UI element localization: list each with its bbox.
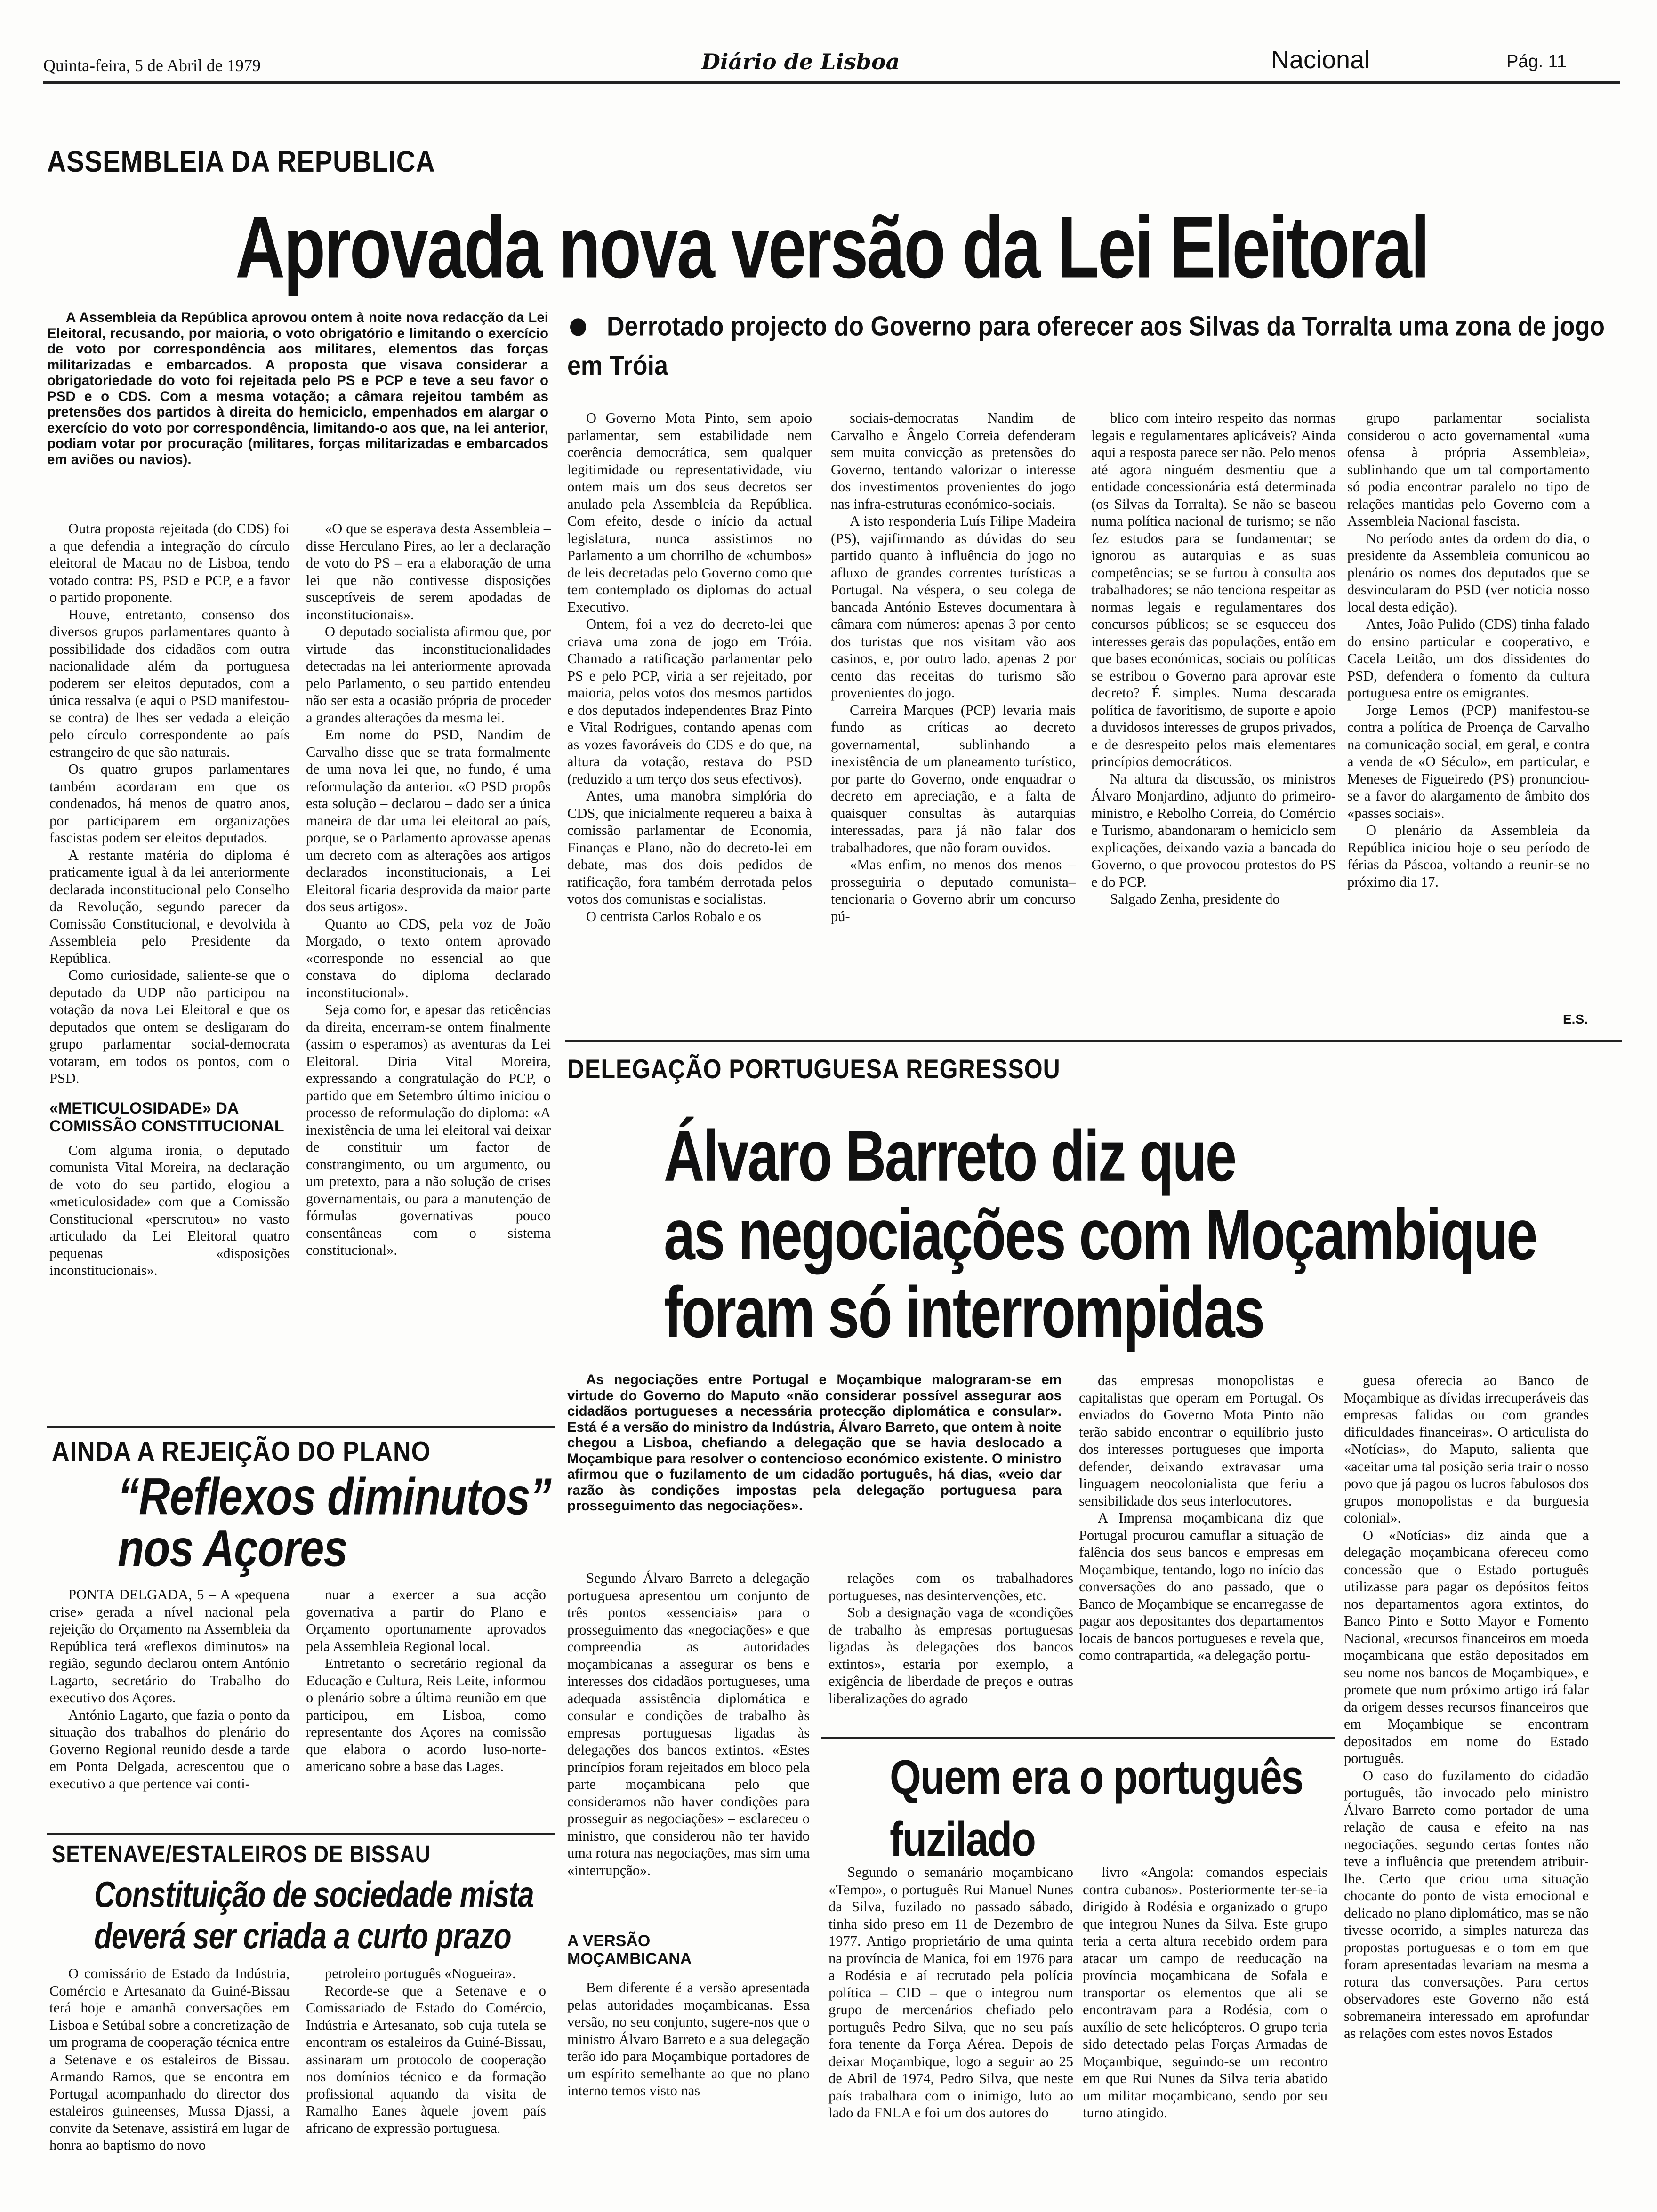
article3-column-right-2 — [1344, 1372, 1589, 2167]
article1-column-1 — [49, 520, 290, 1278]
paragraph: O «Notícias» diz ainda que a delegação moçambicana ofereceu como concessão que o Estado português utilizasse para pagar os depósitos feitos nos departamentos agora extintos, do Banco Pinto e Sotto Mayor e Fomento Nacional, «recursos financeiros em moeda moçambicana que estão depositados em seu nome nos bancos de Moçambique», e promete que num próximo artigo irá falar da origem desses recursos financeiros que em Moçambique se encontram depositados em nome do Estado português. — [1344, 1527, 1589, 1766]
paragraph: O deputado socialista afirmou que, por virtude das inconstitucionalidades detectadas na lei anteriormente aprovada pelo Parlamento, o seu partido entendeu não ser esta a ocasião própria de proceder a grandes alterações da mesma lei. — [306, 624, 551, 726]
article1-lead — [47, 310, 548, 467]
article3-column-a2 — [567, 1979, 810, 2167]
article2-column-3 — [1091, 409, 1336, 1031]
article1-subhead: «METICULOSIDADE» DA COMISSÃO CONSTITUCIONAL — [49, 1099, 284, 1135]
article5-column-1 — [49, 1586, 290, 1812]
article6-column-1 — [49, 1965, 290, 2167]
paragraph: Sob a designação vaga de «condições de trabalho às empresas portuguesas ligadas às delegações dos bancos extintos», estaria por exemplo, a exigência de liberdade de preços e outras liberalizações do agrado — [828, 1604, 1073, 1707]
paragraph: Como curiosidade, saliente-se que o deputado da UDP não participou na votação da nova Lei Eleitoral e que os deputados que ontem se desligaram do grupo parlamentar social-democrata votaram, em todos os pontos, com o PSD. — [49, 967, 290, 1086]
article2-column-4 — [1347, 409, 1590, 1012]
header-rule — [43, 81, 1620, 84]
paragraph: nuar a exercer a sua acção governativa a partir do Plano e Orçamento oportunamente aprovados pela Assembleia Regional local. — [306, 1587, 546, 1654]
article2-column-1 — [567, 409, 812, 1031]
article6-kicker: SETENAVE/ESTALEIROS DE BISSAU — [52, 1841, 431, 1868]
paragraph: Houve, entretanto, consenso dos diversos grupos parlamentares quanto à possibilidade dos cidadãos com outra nacionalidade além da portuguesa poderem ser eleitos deputados, com a única ressalva (e aqui o PSD manifestou-se contra) de lhes ser vedada a eleição pelo círculo correspondente ao país estrangeiro de que são naturais. — [49, 606, 290, 760]
paragraph: sociais-democratas Nandim de Carvalho e Ângelo Correia defenderam sem muita convicção as pretensões do Governo, tentando valorizar o interesse dos investimentos provenientes do jogo nas infra-estruturas económico-sociais. — [831, 410, 1076, 512]
paragraph: O caso do fuzilamento do cidadão português, tão invocado pelo ministro Álvaro Barreto como portador de uma relação de causa e efeito na nas negociações, segundo certas fontes não teve a influência que pretendem atribuir-lhe. Certo que criou uma situação chocante do ponto de vista emocional e delicado no plano diplomático, mas se não tivesse ocorrido, a simples natureza das propostas portuguesas e o tom em que foram apresentadas levariam na mesma a rotura das conversações. Para certos observadores este Governo não está sobremaneira interessado em aprofundar as relações com estes novos Estados — [1344, 1767, 1589, 2041]
article1-lead-text: A Assembleia da República aprovou ontem à noite nova redacção da Lei Eleitoral, recusando, por maioria, o voto obrigatório e limitando o exercício de voto por correspondência aos militares, elementos das forças militarizadas e embarcados. A proposta que visava considerar a obrigatoriedade do voto foi rejeitada pelo PS e PCP e teve a seu favor o PSD e o CDS. Com a mesma votação; a câmara rejeitou também as pretensões dos partidos à direita do hemiciclo, empenhados em alargar o exercício do voto por correspondência, limitando-o aos que, na lei anterior, podiam votar por procuração (militares, forças militarizadas e embarcados em aviões ou navios). — [47, 310, 548, 467]
paragraph: Antes, uma manobra simplória do CDS, que inicialmente requereu a baixa à comissão parlamentar de Economia, Finanças e Plano, não do decreto-lei em debate, mas dos dois pedidos de ratificação, fora também derrotada pelos votos dos comunistas e socialistas. — [567, 788, 812, 907]
paragraph: Segundo Álvaro Barreto a delegação portuguesa apresentou um conjunto de três pontos «essenciais» para o prosseguimento das «negociações» e que compreendia as autoridades moçambicanas a assegurar os bens e interesses dos cidadãos portugueses, uma adequada assistência diplomática e consular e condições de trabalho às empresas portuguesas ligadas às delegações dos bancos extintos. «Estes princípios foram rejeitados em bloco pela parte moçambicana pelo que consideramos não haver condições para prosseguir as negociações» – esclareceu o ministro, que considerou não ter havido uma rotura nas negociações, mas sim uma «interrupção». — [567, 1570, 810, 1878]
article3-headline-line-1: Álvaro Barreto diz que — [664, 1115, 1236, 1197]
article3-column-right-1 — [1079, 1372, 1324, 1739]
article5-kicker: AINDA A REJEIÇÃO DO PLANO — [52, 1436, 431, 1467]
article4-column-2 — [1083, 1864, 1327, 2165]
paragraph: O centrista Carlos Robalo e os — [586, 908, 761, 924]
article3-lead — [567, 1372, 1062, 1514]
section-name: Nacional — [1271, 46, 1370, 74]
article3-column-b — [828, 1570, 1073, 1720]
paragraph: No período antes da ordem do dia, o presidente da Assembleia comunicou ao plenário os nomes dos deputados que se desvincularam do PSD (ver noticia nosso local desta edição). — [1347, 530, 1590, 615]
article5-headline-line-2: nos Açores — [118, 1520, 347, 1578]
article3-column-a — [567, 1570, 810, 1923]
issue-date: Quinta-feira, 5 de Abril de 1979 — [43, 56, 261, 75]
paragraph: Antes, João Pulido (CDS) tinha falado do ensino particular e cooperativo, e Cacela Leitão, um dos dissidentes do PSD, defendera o fomento da cultura portuguesa entre os emigrantes. — [1347, 616, 1590, 701]
article1-headline: Aprovada nova versão da Lei Eleitoral — [235, 198, 1429, 297]
paragraph: Bem diferente é a versão apresentada pelas autoridades moçambicanas. Essa versão, no seu conjunto, sugere-nos que o ministro Álvaro Barreto e a sua delegação terão ido para Moçambique portadores de um espírito semelhante ao que no plano interno temos visto nas — [567, 1980, 810, 2099]
paragraph: Ontem, foi a vez do decreto-lei que criava uma zona de jogo em Tróia. Chamado a ratificação parlamentar pelo PS e pelo PCP, viria a ser rejeitado, por maioria, pelos votos dos mesmos partidos e dos deputados independentes Braz Pinto e Vital Rodrigues, contando apenas com as vozes favoráveis do CDS e do que, na altura da votação, restava do PSD (reduzido a um terço dos seus efectivos). — [567, 616, 812, 787]
article6-headline-line-2: deverá ser criada a curto prazo — [94, 1916, 511, 1957]
article4-column-1 — [828, 1864, 1073, 2165]
paragraph: Recorde-se que a Setenave e o Comissariado de Estado do Comércio, Indústria e Artesanato, sob cuja tutela se encontram os estaleiros da Guiné-Bissau, assinaram um protocolo de cooperação nos domínios técnico e da formação profissional aquando da visita de Ramalho Eanes àquele jovem país africano de expressão portuguesa. — [306, 1982, 546, 2136]
article1-kicker: ASSEMBLEIA DA REPUBLICA — [47, 144, 435, 178]
article5-rule — [47, 1426, 555, 1428]
paragraph: grupo parlamentar socialista considerou o acto governamental «uma ofensa à própria Assembleia», sublinhando que um tal comportamento só podia encontrar paralelo no tipo de relações mantidas pelo Governo com a Assembleia Nacional fascista. — [1347, 410, 1590, 529]
article6-column-2 — [306, 1965, 546, 2167]
paragraph: Salgado Zenha, presidente do — [1110, 891, 1280, 907]
paragraph: petroleiro português «Nogueira». — [325, 1965, 516, 1981]
article3-headline-line-2: as negociações com Moçambique — [664, 1194, 1536, 1275]
article3-kicker: DELEGAÇÃO PORTUGUESA REGRESSOU — [567, 1054, 1061, 1084]
paragraph: O Governo Mota Pinto, sem apoio parlamentar, sem estabilidade nem coerência democrática, sem qualquer legitimidade ou representatividade, viu ontem mais um dos seus decretos ser anulado pela Assembleia da República. Com efeito, desde o início da actual legislatura, nunca assistimos no Parlamento a um chorrilho de «chumbos» de leis decretadas pelo Governo como que tem contemplado os diplomas do actual Executivo. — [567, 410, 812, 615]
article4-headline: Quem era o português fuzilado — [890, 1750, 1303, 1867]
article2-signature: E.S. — [1563, 1012, 1588, 1026]
article1-column-2 — [306, 520, 551, 1414]
paragraph: das empresas monopolistas e capitalistas que operam em Portugal. Os enviados do Governo Mota Pinto não terão sabido encontrar o equilíbrio justo dos interesses portugueses que importa defender, deixando extravasar uma linguagem neocolonialista que feriu a sensibilidade dos seus interlocutores. — [1079, 1372, 1324, 1509]
paragraph: A isto responderia Luís Filipe Madeira (PS), vajifirmando as dúvidas do seu partido quanto à influência do jogo no afluxo de grandes correntes turísticas a Portugal. Na véspera, o seu colega de bancada António Esteves documentara à câmara com números: apenas 3 por cento dos turistas que nos visitam vão aos casinos, e, por outro lado, apenas 2 por cento das receitas do turismo são provenientes do jogo. — [831, 513, 1076, 701]
paragraph: Em nome do PSD, Nandim de Carvalho disse que se trata formalmente de uma nova lei que, no fundo, é uma reformulação da anterior. «O PSD propôs esta solução – declarou – dado ser a única maneira de dar uma lei eleitoral ao país, porque, se o Parlamento aprovasse apenas um decreto com as alterações aos artigos declarados inconstitucionais, a Lei Eleitoral ficaria desprovida da maior parte dos seus artigos». — [306, 727, 551, 914]
article4-rule — [821, 1737, 1335, 1739]
article6-rule — [47, 1833, 555, 1835]
page-number: Pág. 11 — [1506, 52, 1567, 72]
paragraph: blico com inteiro respeito das normas legais e regulamentares aplicáveis? Ainda aqui a resposta parece ser não. Pelo menos até agora ninguém desmentiu que a entidade concessionária está determinada (os Silvas da Torralta). Se não se baseou numa política nacional de turismo; se não fez estudos para se fundamentar; se ignorou as autarquias e as suas competências; se se furtou à consulta aos trabalhadores; se não tenciona respeitar as normas legais e regulamentares dos concursos públicos; se se esqueceu dos interesses gerais das populações, então em que bases económicas, sociais ou políticas se estribou o Governo para aprovar este decreto? É simples. Numa descarada política de favoritismo, de suporte e apoio a duvidosos interesses de grupos privados, e de desrespeito pelos mais elementares princípios democráticos. — [1091, 410, 1336, 769]
paragraph: António Lagarto, que fazia o ponto da situação dos trabalhos do plenário do Governo Regional reunido desde a tarde em Ponta Delgada, acrescentou que o executivo a que pertence vai conti- — [49, 1707, 290, 1792]
paragraph: relações com os trabalhadores portugueses, nas desintervenções, etc. — [828, 1570, 1073, 1603]
paragraph: Com alguma ironia, o deputado comunista Vital Moreira, na declaração de voto do seu partido, elogiou a «meticulosidade» com que a Comissão Constitucional «perscrutou» no vasto articulado da Lei Eleitoral quatro pequenas «disposições inconstitucionais». — [49, 1142, 290, 1278]
masthead: Diário de Lisboa — [701, 49, 900, 74]
article5-column-2 — [306, 1586, 546, 1812]
paragraph: Seja como for, e apesar das reticências da direita, encerram-se ontem finalmente (assim o esperamos) as aventuras da Lei Eleitoral. Diria Vital Moreira, expressando a congratulação do PCP, o partido que em Setembro último iniciou o processo de reformulação do diploma: «A inexistência de uma lei eleitoral vai deixar de constituir um factor de constrangimento, ou um argumento, ou um pretexto, para a não solução de crises governamentais, ou para a manutenção de fórmulas governativas pouco consentâneas com o sistema constitucional». — [306, 1002, 551, 1258]
paragraph: O comissário de Estado da Indústria, Comércio e Artesanato da Guiné-Bissau terá hoje e amanhã conversações em Lisboa e Setúbal sobre a concretização de um programa de cooperação técnica entre a Setenave e os estaleiros de Bissau. Armando Ramos, que se encontra em Portugal acompanhado do director dos estaleiros guineenses, Mussa Djassi, a convite da Setenave, assistirá em lugar de honra ao baptismo do novo — [49, 1965, 290, 2153]
article3-headline-line-3: foram só interrompidas — [664, 1272, 1264, 1353]
paragraph: Segundo o semanário moçambicano «Tempo», o português Rui Manuel Nunes da Silva, fuzilado no passado sábado, tinha sido preso em 11 de Dezembro de 1977. Antigo proprietário de uma quinta na província de Manica, foi em 1976 para a Rodésia e aí recrutado pela polícia política – CID – que o integrou num grupo de mercenários chefiado pelo português Pedro Silva, que no seu país fora tenente da Força Aérea. Depois de deixar Moçambique, logo a seguir ao 25 de Abril de 1974, Pedro Silva, que neste país trabalhara com o inimigo, luto ao lado da FNLA e foi um dos autores do — [828, 1864, 1073, 2121]
paragraph: PONTA DELGADA, 5 – A «pequena crise» gerada a nível nacional pela rejeição do Orçamento na Assembleia da República terá «reflexos diminutos» na região, segundo declarou ontem António Lagarto, secretário do Trabalho do executivo dos Açores. — [49, 1587, 290, 1706]
paragraph: Os quatro grupos parlamentares também acordaram em que os condenados, há menos de quatro anos, por participarem em organizações fascistas podem ser eleitos deputados. — [49, 761, 290, 846]
paragraph: A restante matéria do diploma é praticamente igual à da lei anteriormente declarada inconstitucional pelo Conselho da Revolução, segundo parecer da Comissão Constitucional, e devolvida à Assembleia pelo Presidente da República. — [49, 847, 290, 966]
paragraph: Carreira Marques (PCP) levaria mais fundo as críticas ao decreto governamental, sublinhando a inexistência de um planeamento turístico, por parte do Governo, onde enquadrar o decreto em apreciação, e a falta de quaisquer consultas às autarquias interessadas, para já não falar dos trabalhadores, que não foram ouvidos. — [831, 702, 1076, 856]
article2-column-2 — [831, 409, 1076, 1031]
paragraph: Jorge Lemos (PCP) manifestou-se contra a política de Proença de Carvalho na comunicação social, em geral, e contra a venda de «O Século», em particular, e Meneses de Figueiredo (PS) pronunciou-se a favor do alargamento de âmbito dos «passes sociais». — [1347, 702, 1590, 821]
paragraph: guesa oferecia ao Banco de Moçambique as dívidas irrecuperáveis das empresas falidas ou com grandes dificuldades financeiras». O articulista do «Notícias», do Maputo, salienta que «aceitar uma tal posição seria trair o nosso povo que já pagou os lucros fabulosos dos grupos monopolistas e da burguesia colonial». — [1344, 1372, 1589, 1526]
paragraph: A Imprensa moçambicana diz que Portugal procurou camuflar a situação de falência dos seus bancos e empresas em Moçambique, tentando, logo no início das conversações do ano passado, que o Banco de Moçambique se encarregasse de pagar aos depositantes dos departamentos locais de bancos portugueses e revela que, como contrapartida, «a delegação portu- — [1079, 1510, 1324, 1663]
paragraph: livro «Angola: comandos especiais contra cubanos». Posteriormente ter-se-ia dirigido à Rodésia e organizado o grupo que integrou Nunes da Silva. Este grupo teria a certa altura recebido ordem para atacar um campo de reeducação na província moçambicana de Sofala e transportar os elementos que ali se encontravam para a Rodésia, com o auxílio de sete helicópteros. O grupo teria sido detectado pelas Forças Armadas de Moçambique, seguindo-se um recontro em que Rui Nunes da Silva teria abatido um militar moçambicano, sendo por seu turno atingido. — [1083, 1864, 1327, 2121]
article2-subtitle — [567, 307, 1622, 381]
article2-subtitle-text: Derrotado projecto do Governo para oferecer aos Silvas da Torralta uma zona de jogo em Tróia — [567, 311, 1605, 381]
paragraph: Na altura da discussão, os ministros Álvaro Monjardino, adjunto do primeiro-ministro, e Rebolho Correia, do Comércio e Turismo, abandonaram o hemiciclo sem explicações, deixando vazia a bancada do Governo, o que provocou protestos do PS e do PCP. — [1091, 770, 1336, 890]
paragraph: Outra proposta rejeitada (do CDS) foi a que defendia a integração do círculo eleitoral de Macau no de Lisboa, tendo votado contra: PS, PSD e PCP, e a favor o partido proponente. — [49, 521, 290, 605]
article3-rule — [565, 1040, 1622, 1042]
bullet-icon — [570, 318, 586, 336]
paragraph: «O que se esperava desta Assembleia – disse Herculano Pires, ao ler a declaração de voto do PS – era a elaboração de uma lei que não contivesse disposições susceptíveis de serem apodadas de inconstitucionais». — [306, 521, 551, 623]
article5-headline-line-1: “Reflexos diminutos” — [118, 1468, 551, 1526]
paragraph: O plenário da Assembleia da República iniciou hoje o seu período de férias da Páscoa, voltando a reunir-se no próximo dia 17. — [1347, 822, 1590, 890]
paragraph: Entretanto o secretário regional da Educação e Cultura, Reis Leite, informou o plenário sobre a última reunião em que participou, em Lisboa, como representante dos Açores na comissão que elabora o acordo luso-norte-americano sobre a base das Lages. — [306, 1655, 546, 1774]
article6-headline-line-1: Constituição de sociedade mista — [94, 1875, 534, 1915]
paragraph: «Mas enfim, no menos dos menos – prosseguiria o deputado comunista– tencionaria o Governo abrir um concurso pú- — [831, 857, 1076, 924]
article3-subhead: A VERSÃO MOÇAMBICANA — [567, 1932, 692, 1968]
paragraph: Quanto ao CDS, pela voz de João Morgado, o texto ontem aprovado «corresponde no essencial ao que constava do diploma declarado inconstitucional». — [306, 915, 551, 1001]
article3-lead-text: As negociações entre Portugal e Moçambique malograram-se em virtude do Governo do Maputo «não considerar possível assegurar aos cidadãos portugueses a necessária protecção diplomática e consular». Está é a versão do ministro da Indústria, Álvaro Barreto, que ontem à noite chegou a Lisboa, chefiando a delegação que se havia deslocado a Moçambique para resolver o contencioso económico existente. O ministro afirmou que o fuzilamento de um cidadão português, há dias, «veio dar razão às condições impostas pela delegação portuguesa para prosseguimento das negociações». — [567, 1372, 1062, 1514]
